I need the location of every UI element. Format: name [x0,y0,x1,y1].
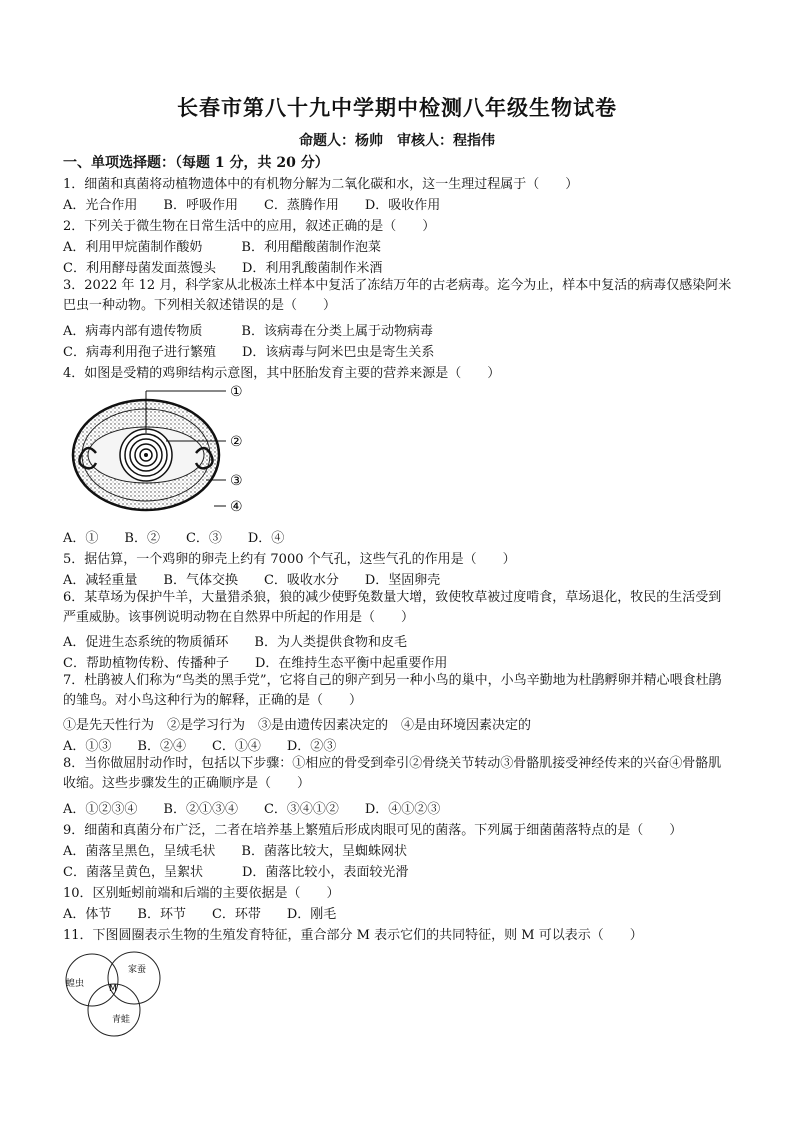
egg-label-2: ② [230,434,243,450]
venn-label-frog: 青蛙 [112,1015,131,1025]
venn-label-m: M [109,984,117,994]
options-7: A．①③ B．②④ C．①④ D．②③ [63,739,337,754]
options-9a: A．菌落呈黑色，呈绒毛状 B．菌落比较大，呈蜘蛛网状 [63,844,407,859]
options-10: A．体节 B．环节 C．环带 D．刚毛 [63,907,337,922]
venn-label-silkworm: 家蚕 [128,965,147,975]
question-9: 9．细菌和真菌分布广泛，二者在培养基上繁殖后形成肉眼可见的菌落。下列属于细菌菌落特点的是（ ） [63,823,683,838]
options-7-statements: ①是先天性行为 ②是学习行为 ③是由遗传因素决定的 ④是由环境因素决定的 [63,718,532,733]
options-1: A．光合作用 B．呼吸作用 C．蒸腾作用 D．吸收作用 [63,198,441,213]
options-2a: A．利用甲烷菌制作酸奶 B．利用醋酸菌制作泡菜 [63,240,381,255]
question-4: 4．如图是受精的鸡卵结构示意图，其中胚胎发育主要的营养来源是（ ） [63,366,501,381]
options-9b: C．菌落呈黄色，呈絮状 D．菌落比较小，表面较光滑 [63,865,409,880]
options-6a: A．促进生态系统的物质循环 B．为人类提供食物和皮毛 [63,635,407,650]
question-5: 5．据估算，一个鸡卵的卵壳上约有 7000 个气孔，这些气孔的作用是（ ） [63,552,516,567]
options-4: A．① B．② C．③ D．④ [63,531,285,546]
exam-authors: 命题人：杨帅 审核人：程指伟 [299,133,495,149]
egg-label-1: ① [230,384,243,400]
venn-circle-silkworm [108,952,160,1004]
egg-label-3: ③ [230,473,243,489]
question-2: 2．下列关于微生物在日常生活中的应用，叙述正确的是（ ） [63,219,436,234]
options-8: A．①②③④ B．②①③④ C．③④①② D．④①②③ [63,802,441,817]
options-5: A．减轻重量 B．气体交换 C．吸收水分 D．坚固卵壳 [63,573,441,588]
venn-label-locust: 蝗虫 [66,979,85,989]
options-2b: C．利用酵母菌发面蒸馒头 D．利用乳酸菌制作米酒 [63,261,383,276]
question-7: 7．杜鹃被人们称为“鸟类的黑手党”，它将自己的卵产到另一种小鸟的巢中，小鸟辛勤地为杜鹃孵卵并精心喂食杜鹃的雏鸟。对小鸟这种行为的解释，正确的是（ ） [63,673,722,708]
question-11: 11．下图圆圈表示生物的生殖发育特征，重合部分 M 表示它们的共同特征，则 M 可以表示（ ） [63,928,643,943]
options-3b: C．病毒利用孢子进行繁殖 D．该病毒与阿米巴虫是寄生关系 [63,345,435,360]
question-6: 6．某草场为保护牛羊，大量猎杀狼，狼的减少使野兔数量大增，致使牧草被过度啃食，草场退化，牧民的生活受到严重威胁。该事例说明动物在自然界中所起的作用是（ ） [63,590,722,625]
question-3: 3．2022 年 12 月，科学家从北极冻土样本中复活了冻结万年的古老病毒。迄今为止，样本中复活的病毒仅感染阿米巴虫一种动物。下列相关叙述错误的是（ ） [63,278,732,313]
question-1: 1．细菌和真菌将动植物遗体中的有机物分解为二氧化碳和水，这一生理过程属于（ ） [63,177,579,192]
options-3a: A．病毒内部有遗传物质 B．该病毒在分类上属于动物病毒 [63,324,433,339]
options-6b: C．帮助植物传粉、传播种子 D．在维持生态平衡中起重要作用 [63,656,448,671]
question-8: 8．当你做屈肘动作时，包括以下步骤：①相应的骨受到牵引②骨绕关节转动③骨骼肌接受神经传来的兴奋④骨骼肌收缩。这些步骤发生的正确顺序是（ ） [63,756,722,791]
venn-figure [62,948,172,1038]
egg-structure-figure [66,383,256,518]
yolk [120,429,172,481]
exam-title: 长春市第八十九中学期中检测八年级生物试卷 [177,95,617,120]
question-10: 10．区别蚯蚓前端和后端的主要依据是（ ） [63,886,340,901]
section-heading: 一、单项选择题：（每题 1 分，共 20 分） [63,155,329,171]
egg-label-4: ④ [230,499,243,515]
